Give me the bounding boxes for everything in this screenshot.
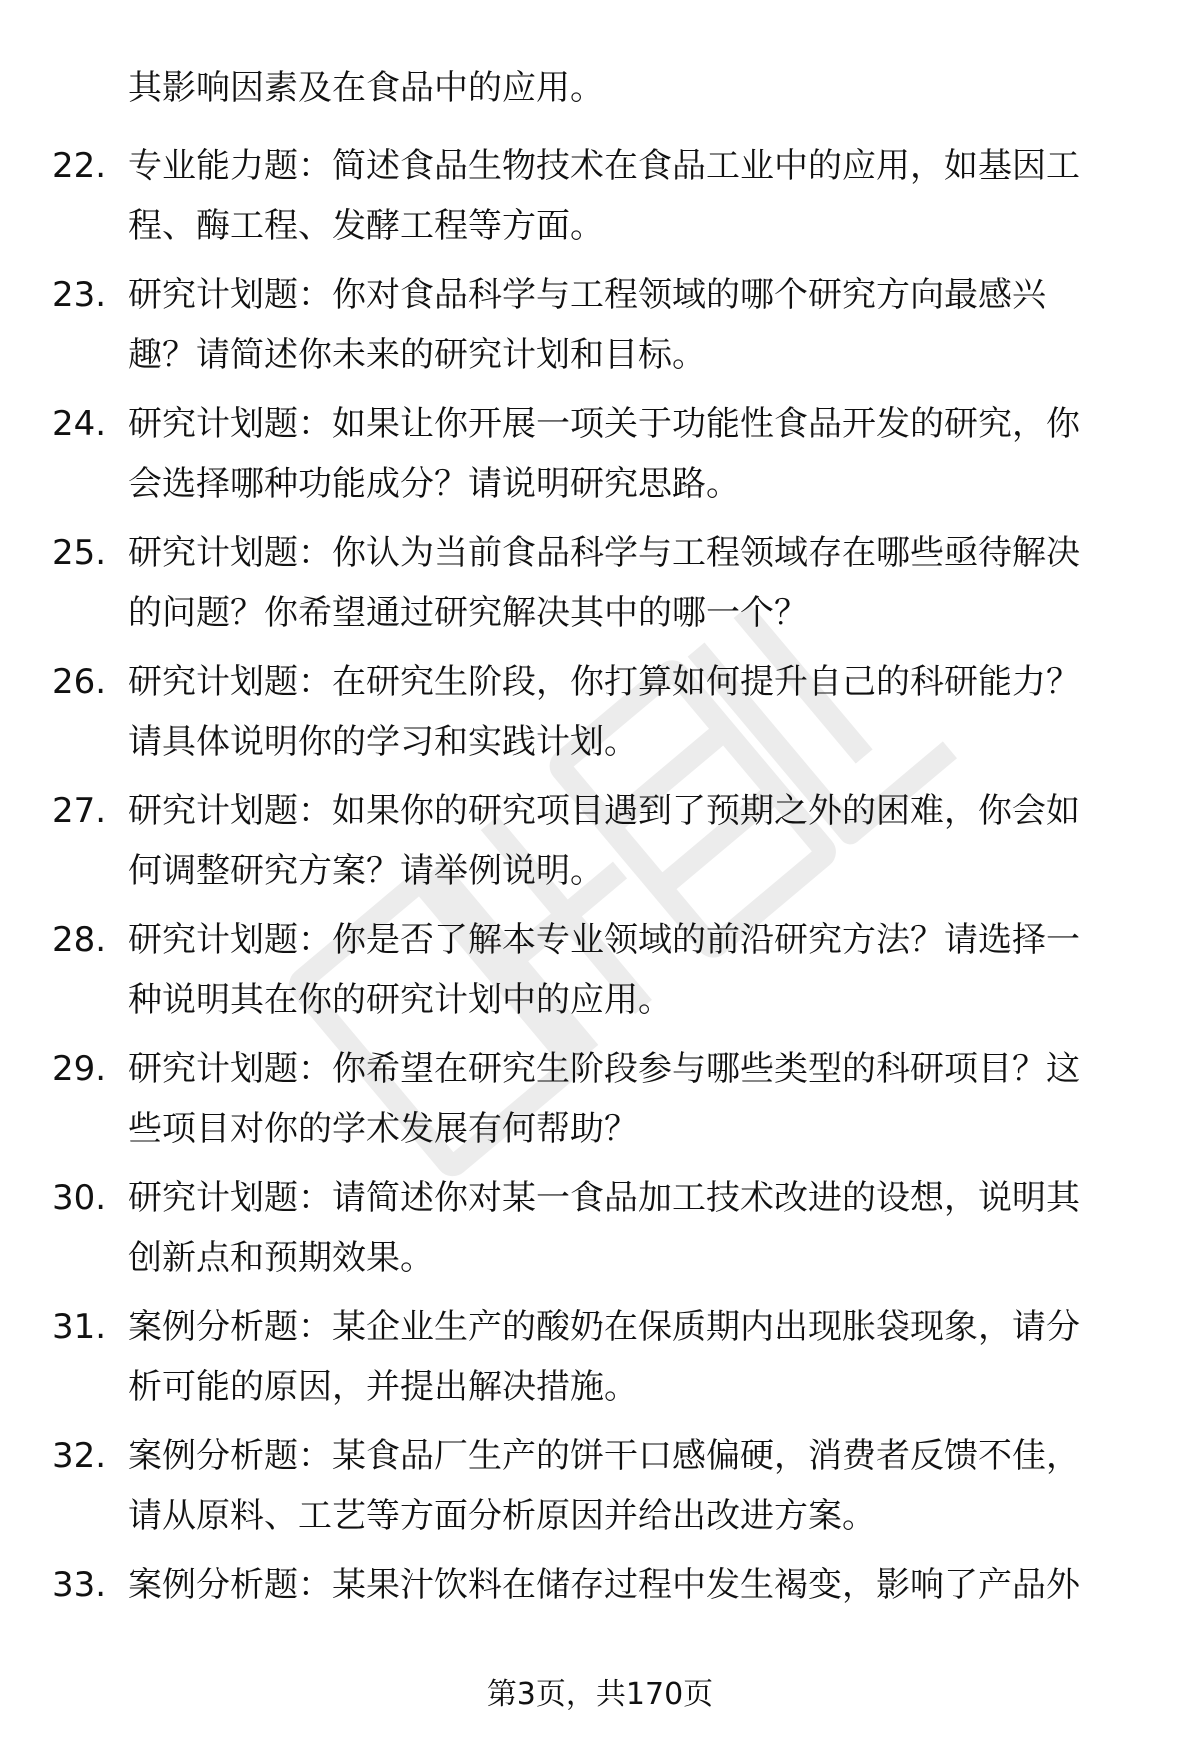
question-text-line: 研究计划题：你对食品科学与工程领域的哪个研究方向最感兴 bbox=[128, 275, 1046, 315]
question-text-line: 请具体说明你的学习和实践计划。 bbox=[128, 722, 638, 762]
question-text-line: 案例分析题：某食品厂生产的饼干口感偏硬，消费者反馈不佳， bbox=[128, 1436, 1080, 1476]
question-text-line: 研究计划题：如果你的研究项目遇到了预期之外的困难，你会如 bbox=[128, 791, 1080, 831]
question-number: 26. bbox=[52, 662, 107, 702]
question-number: 33. bbox=[52, 1565, 107, 1605]
question-text-line: 创新点和预期效果。 bbox=[128, 1238, 434, 1278]
question-number: 24. bbox=[52, 404, 107, 444]
question-text-line: 何调整研究方案？请举例说明。 bbox=[128, 851, 604, 891]
question-number: 22. bbox=[52, 146, 107, 186]
question-item bbox=[0, 1430, 1200, 1536]
question-item bbox=[0, 1043, 1200, 1149]
continued-question-text: 其影响因素及在食品中的应用。 bbox=[128, 68, 604, 108]
question-text-line: 种说明其在你的研究计划中的应用。 bbox=[128, 980, 672, 1020]
question-number: 31. bbox=[52, 1307, 107, 1347]
question-text-line: 研究计划题：请简述你对某一食品加工技术改进的设想，说明其 bbox=[128, 1178, 1080, 1218]
question-number: 32. bbox=[52, 1436, 107, 1476]
question-number: 25. bbox=[52, 533, 107, 573]
question-text-line: 析可能的原因，并提出解决措施。 bbox=[128, 1367, 638, 1407]
question-text-line: 研究计划题：你希望在研究生阶段参与哪些类型的科研项目？这 bbox=[128, 1049, 1080, 1089]
question-number: 29. bbox=[52, 1049, 107, 1089]
question-number: 28. bbox=[52, 920, 107, 960]
question-item bbox=[0, 914, 1200, 1020]
question-text-line: 程、酶工程、发酵工程等方面。 bbox=[128, 206, 604, 246]
question-item bbox=[0, 785, 1200, 891]
question-number: 30. bbox=[52, 1178, 107, 1218]
question-text-line: 研究计划题：在研究生阶段，你打算如何提升自己的科研能力？ bbox=[128, 662, 1080, 702]
question-item bbox=[0, 140, 1200, 246]
question-text-line: 研究计划题：你认为当前食品科学与工程领域存在哪些亟待解决 bbox=[128, 533, 1080, 573]
question-text-line: 会选择哪种功能成分？请说明研究思路。 bbox=[128, 464, 740, 504]
question-number: 23. bbox=[52, 275, 107, 315]
question-text-line: 趣？请简述你未来的研究计划和目标。 bbox=[128, 335, 706, 375]
question-text-line: 专业能力题：简述食品生物技术在食品工业中的应用，如基因工 bbox=[128, 146, 1080, 186]
question-item bbox=[0, 398, 1200, 504]
question-text-line: 案例分析题：某果汁饮料在储存过程中发生褐变，影响了产品外 bbox=[128, 1565, 1080, 1605]
question-text-line: 研究计划题：如果让你开展一项关于功能性食品开发的研究，你 bbox=[128, 404, 1080, 444]
question-item bbox=[0, 269, 1200, 375]
question-item bbox=[0, 656, 1200, 762]
question-item bbox=[0, 527, 1200, 633]
question-number: 27. bbox=[52, 791, 107, 831]
question-text-line: 些项目对你的学术发展有何帮助？ bbox=[128, 1109, 638, 1149]
question-item bbox=[0, 1301, 1200, 1407]
page-number-footer: 第3页，共170页 bbox=[486, 1677, 714, 1712]
question-item bbox=[0, 1559, 1200, 1637]
question-text-line: 案例分析题：某企业生产的酸奶在保质期内出现胀袋现象，请分 bbox=[128, 1307, 1080, 1347]
question-item bbox=[0, 1172, 1200, 1278]
question-text-line: 请从原料、工艺等方面分析原因并给出改进方案。 bbox=[128, 1496, 876, 1536]
question-list bbox=[0, 140, 1200, 1688]
question-text-line: 研究计划题：你是否了解本专业领域的前沿研究方法？请选择一 bbox=[128, 920, 1080, 960]
question-text-line: 的问题？你希望通过研究解决其中的哪一个？ bbox=[128, 593, 808, 633]
